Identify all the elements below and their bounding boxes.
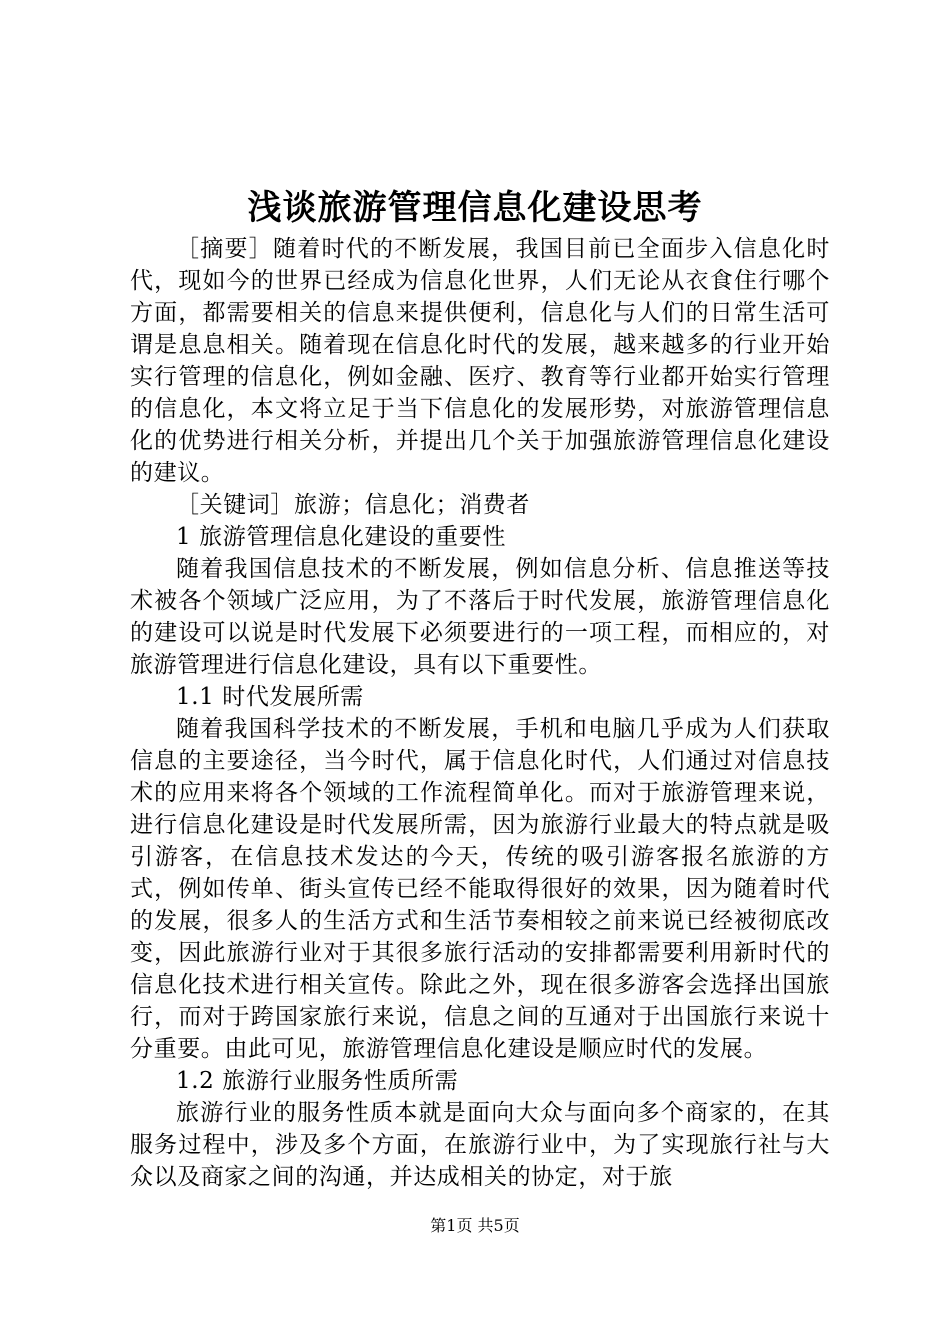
document-body bbox=[130, 233, 830, 1193]
document-title: 浅谈旅游管理信息化建设思考 bbox=[247, 188, 703, 228]
abstract-paragraph: ［摘要］随着时代的不断发展，我国目前已全面步入信息化时代，现如今的世界已经成为信息化世界，人们无论从衣食住行哪个方面，都需要相关的信息来提供便利，信息化与人们的日常生活可谓是息息相关。随着现在信息化时代的发展，越来越多的行业开始实行管理的信息化，例如金融、医疗、教育等行业都开始实行管理的信息化，本文将立足于当下信息化的发展形势，对旅游管理信息化的优势进行相关分析，并提出几个关于加强旅游管理信息化建设的建议。 bbox=[130, 236, 830, 486]
section-heading-1: 1 旅游管理信息化建设的重要性 bbox=[176, 524, 506, 550]
section-heading-1-2: 1.2 旅游行业服务性质所需 bbox=[176, 1068, 459, 1094]
body-paragraph: 随着我国信息技术的不断发展，例如信息分析、信息推送等技术被各个领域广泛应用，为了不落后于时代发展，旅游管理信息化的建设可以说是时代发展下必须要进行的一项工程，而相应的，对旅游管理进行信息化建设，具有以下重要性。 bbox=[130, 556, 830, 678]
body-paragraph: 旅游行业的服务性质本就是面向大众与面向多个商家的，在其服务过程中，涉及多个方面，在旅游行业中，为了实现旅行社与大众以及商家之间的沟通，并达成相关的协定，对于旅 bbox=[130, 1100, 830, 1190]
keywords-line: ［关键词］旅游；信息化；消费者 bbox=[176, 492, 530, 518]
page-number-footer: 第1页 共5页 bbox=[430, 1216, 520, 1235]
body-paragraph: 随着我国科学技术的不断发展，手机和电脑几乎成为人们获取信息的主要途径，当今时代，属于信息化时代，人们通过对信息技术的应用来将各个领域的工作流程简单化。而对于旅游管理来说，进行信息化建设是时代发展所需，因为旅游行业最大的特点就是吸引游客，在信息技术发达的今天，传统的吸引游客报名旅游的方式，例如传单、街头宣传已经不能取得很好的效果，因为随着时代的发展，很多人的生活方式和生活节奏相较之前来说已经被彻底改变，因此旅游行业对于其很多旅行活动的安排都需要利用新时代的信息化技术进行相关宣传。除此之外，现在很多游客会选择出国旅行，而对于跨国家旅行来说，信息之间的互通对于出国旅行来说十分重要。由此可见，旅游管理信息化建设是顺应时代的发展。 bbox=[130, 716, 830, 1062]
section-heading-1-1: 1.1 时代发展所需 bbox=[176, 684, 364, 710]
